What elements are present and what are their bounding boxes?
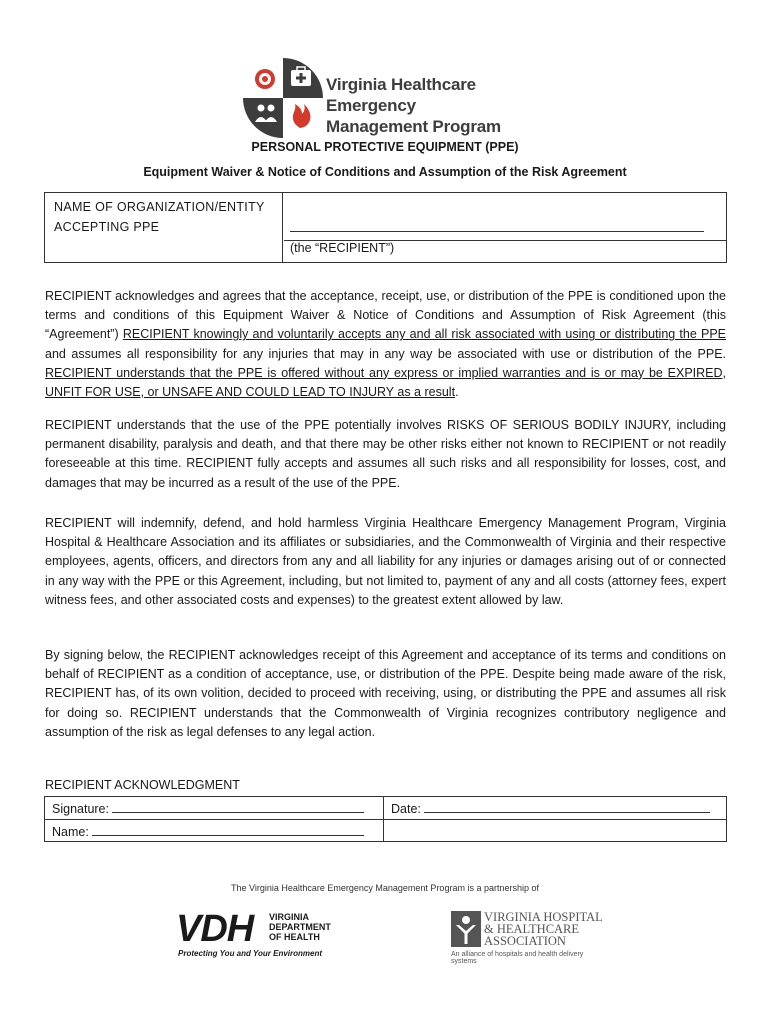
organization-table — [44, 192, 727, 263]
vhha-logo — [449, 911, 609, 963]
org-label-line1: NAME OF ORGANIZATION/ENTITY — [54, 200, 265, 214]
vdh-tagline: Protecting You and Your Environment — [178, 949, 323, 958]
vhemp-logo — [242, 50, 542, 146]
vhha-line3: ASSOCIATION — [484, 934, 566, 948]
vdh-line2: DEPARTMENT — [269, 922, 331, 932]
vhemp-emblem-icon — [242, 50, 324, 146]
name-line[interactable] — [92, 823, 364, 836]
vdh-wordmark: VDH — [176, 908, 254, 950]
acknowledgment-table — [44, 796, 727, 842]
date-field[interactable] — [391, 800, 710, 816]
p1-underlined-risk: RECIPIENT knowingly and voluntarily accepts any and all risk associated with using or distributing the PPE — [122, 327, 726, 342]
organization-label — [45, 193, 283, 262]
paragraph-risks: RECIPIENT understands that the use of the PPE potentially involves RISKS OF SERIOUS BODILY INJURY, including permanent disability, paralysis and death, and that there may be other risks either not known to RECIPIENT or not readily foreseeable at this time. RECIPIENT fully accepts and assumes all such risks and all responsibility for losses, cost, and damages that may be incurred as a result of the use of the PPE. — [45, 418, 726, 490]
document-subtitle: Equipment Waiver & Notice of Conditions and Assumption of the Risk Agreement — [143, 165, 627, 179]
vdh-logo — [176, 910, 356, 962]
vhha-tagline: An alliance of hospitals and health delivery systems — [451, 951, 584, 965]
logo-line2: Management Program — [326, 117, 501, 136]
vhha-emblem-icon — [451, 911, 481, 947]
vdh-name — [269, 912, 331, 942]
vhha-line1: VIRGINIA HOSPITAL — [484, 910, 603, 924]
signature-label: Signature: — [52, 802, 109, 816]
organization-name-line — [290, 231, 704, 232]
vdh-line1: VIRGINIA — [269, 912, 310, 922]
recipient-note: (the “RECIPIENT”) — [290, 241, 395, 255]
document-title: PERSONAL PROTECTIVE EQUIPMENT (PPE) — [251, 140, 519, 154]
name-field[interactable] — [52, 823, 364, 839]
logo-line1: Virginia Healthcare Emergency — [326, 75, 476, 115]
org-label-line2: ACCEPTING PPE — [54, 220, 160, 234]
vdh-line3: OF HEALTH — [269, 932, 320, 942]
ack-divider-horizontal — [45, 819, 726, 820]
partnership-note: The Virginia Healthcare Emergency Management Program is a partnership of — [231, 883, 539, 893]
date-label: Date: — [391, 802, 421, 816]
vhha-name — [484, 911, 603, 947]
signature-line[interactable] — [112, 800, 364, 813]
vhha-line2: & HEALTHCARE — [484, 922, 580, 936]
p1-text-c: and assumes all responsibility for any injuries that may in any way be associated with use or distribution of the PPE. — [45, 346, 726, 361]
paragraph-indemnify: RECIPIENT will indemnify, defend, and hold harmless Virginia Healthcare Emergency Management Program, Virginia Hospital & Healthcare Association and its affiliates or subsidiaries, and the Commonwealth of Virginia and their respective employees, agents, officers, and directors from any and all liability for any injuries or damages arising out of or connected in any way with the PPE or this Agreement, including, but not limited to, payment of any and all costs (attorney fees, expert witness fees, and other associated costs and expenses) to the greatest extent allowed by law. — [45, 516, 726, 607]
date-line[interactable] — [424, 800, 710, 813]
signature-field[interactable] — [52, 800, 364, 816]
paragraph-acknowledgement — [45, 287, 726, 402]
vhemp-logo-text — [326, 74, 542, 137]
paragraph-signing: By signing below, the RECIPIENT acknowledges receipt of this Agreement and acceptance of its terms and conditions on behalf of RECIPIENT as a condition of acceptance, use, or distribution of the PPE. Despite being made aware of the risk, RECIPIENT has, of its own volition, decided to proceed with receiving, using, or distributing the PPE and assumes all risk for doing so. RECIPIENT understands that the Commonwealth of Virginia recognizes contributory negligence and assumption of the risk as legal defenses to any legal action. — [45, 648, 726, 739]
acknowledgment-title: RECIPIENT ACKNOWLEDGMENT — [45, 778, 240, 792]
p1-text-a: RECIPIENT acknowledges and agrees that the acceptance, receipt, use, or distribution of the PPE is conditioned upon the terms and conditions of this Equipment Waiver & Notice of Conditions and Assumption of Risk Agreement (this “Agreement”) — [45, 289, 726, 342]
organization-name-field[interactable] — [284, 193, 726, 241]
name-label: Name: — [52, 825, 89, 839]
p1-text-e: . — [455, 385, 459, 400]
p1-underlined-warranty: RECIPIENT understands that the PPE is offered without any express or implied warranties and is or may be EXPIRED, UNFIT FOR USE, or UNSAFE AND COULD LEAD TO INJURY as a result — [45, 365, 726, 400]
